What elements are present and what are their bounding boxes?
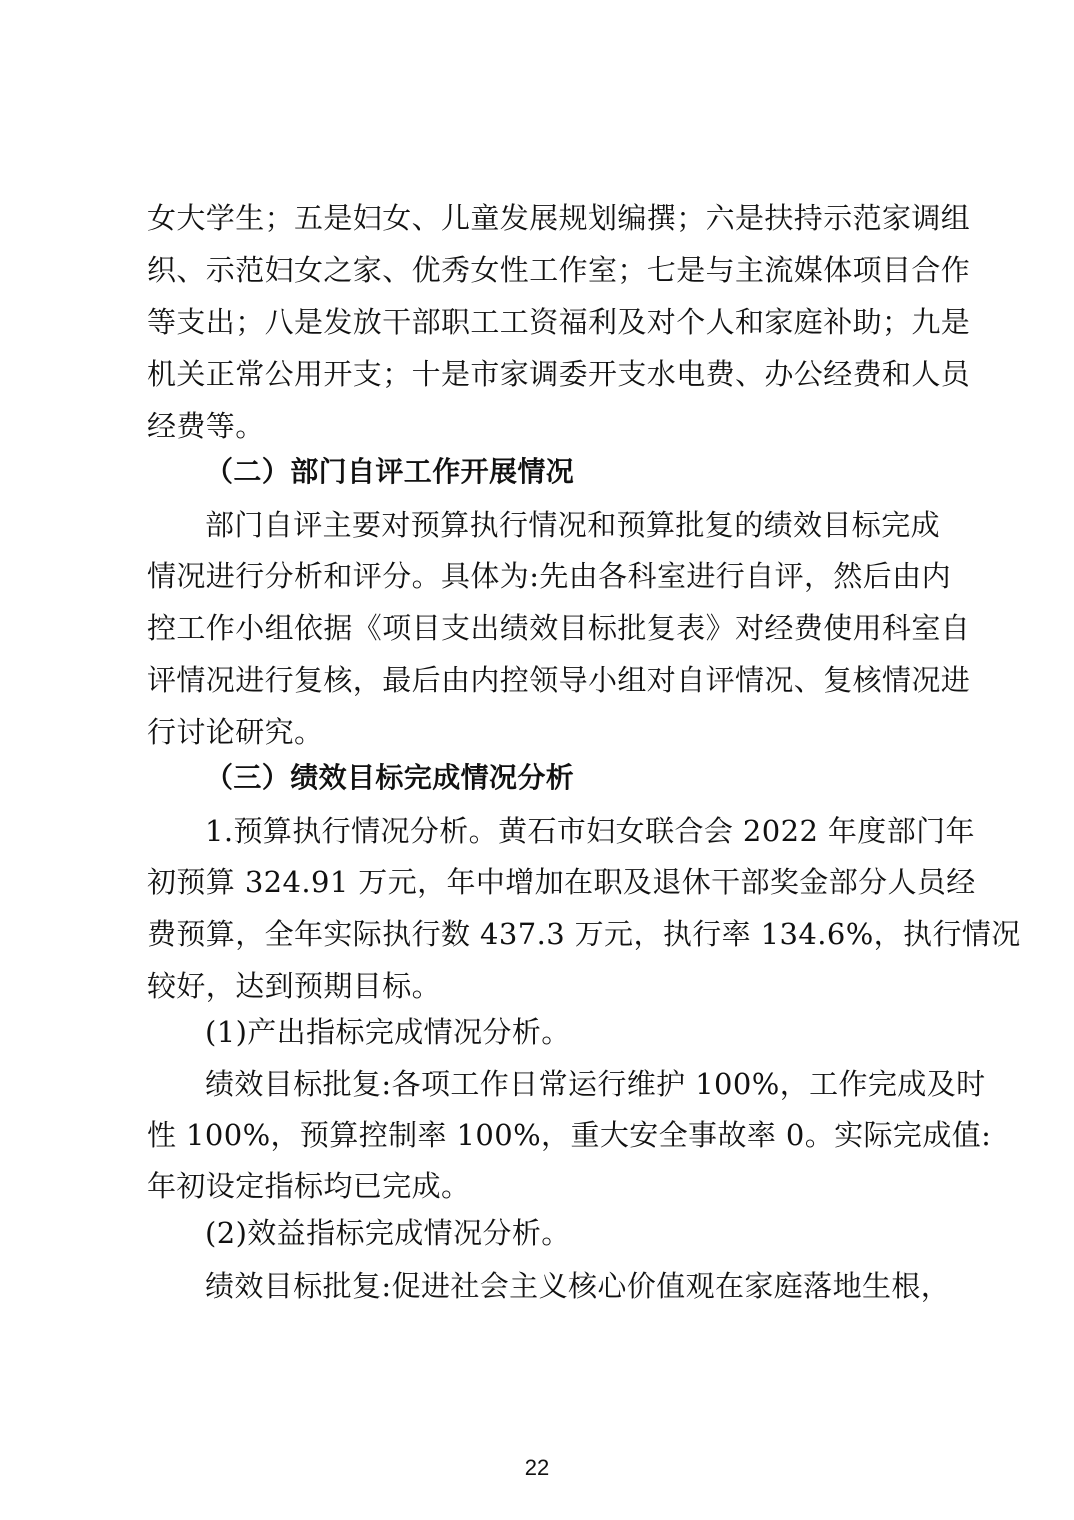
body-text-line: 织、示范妇女之家、优秀女性工作室；七是与主流媒体项目合作 xyxy=(147,253,971,287)
section-heading-self-evaluation: （二）部门自评工作开展情况 xyxy=(205,455,575,488)
body-text-line: 女大学生；五是妇女、儿童发展规划编撰；六是扶持示范家调组 xyxy=(147,201,971,235)
body-text-line: 评情况进行复核，最后由内控领导小组对自评情况、复核情况进 xyxy=(147,663,971,697)
body-text-line: 性 100%，预算控制率 100%，重大安全事故率 0。实际完成值: xyxy=(147,1118,992,1152)
body-text-line: 行讨论研究。 xyxy=(147,715,324,749)
body-text-line: 年初设定指标均已完成。 xyxy=(147,1169,471,1203)
body-text-line: 较好，达到预期目标。 xyxy=(147,969,442,1003)
body-text-line: 1.预算执行情况分析。黄石市妇女联合会 2022 年度部门年 xyxy=(205,814,975,848)
subsection-title-output-indicators: (1)产出指标完成情况分析。 xyxy=(205,1015,571,1049)
body-text-line: 绩效目标批复:各项工作日常运行维护 100%，工作完成及时 xyxy=(205,1067,986,1101)
body-text-line: 经费等。 xyxy=(147,409,265,443)
body-text-line: 等支出；八是发放干部职工工资福利及对个人和家庭补助；九是 xyxy=(147,305,971,339)
body-text-line: 部门自评主要对预算执行情况和预算批复的绩效目标完成 xyxy=(205,508,941,542)
page-number: 22 xyxy=(524,1455,550,1480)
body-text-line: 绩效目标批复:促进社会主义核心价值观在家庭落地生根， xyxy=(205,1269,951,1303)
body-text-line: 控工作小组依据《项目支出绩效目标批复表》对经费使用科室自 xyxy=(147,611,971,645)
body-text-line: 机关正常公用开支；十是市家调委开支水电费、办公经费和人员 xyxy=(147,357,971,391)
body-text-line: 初预算 324.91 万元，年中增加在职及退休干部奖金部分人员经 xyxy=(147,865,976,899)
body-text-line: 费预算，全年实际执行数 437.3 万元，执行率 134.6%，执行情况 xyxy=(147,917,1021,951)
subsection-title-benefit-indicators: (2)效益指标完成情况分析。 xyxy=(205,1216,571,1250)
section-heading-performance-analysis: （三）绩效目标完成情况分析 xyxy=(205,761,575,794)
body-text-line: 情况进行分析和评分。具体为:先由各科室进行自评，然后由内 xyxy=(147,559,951,593)
